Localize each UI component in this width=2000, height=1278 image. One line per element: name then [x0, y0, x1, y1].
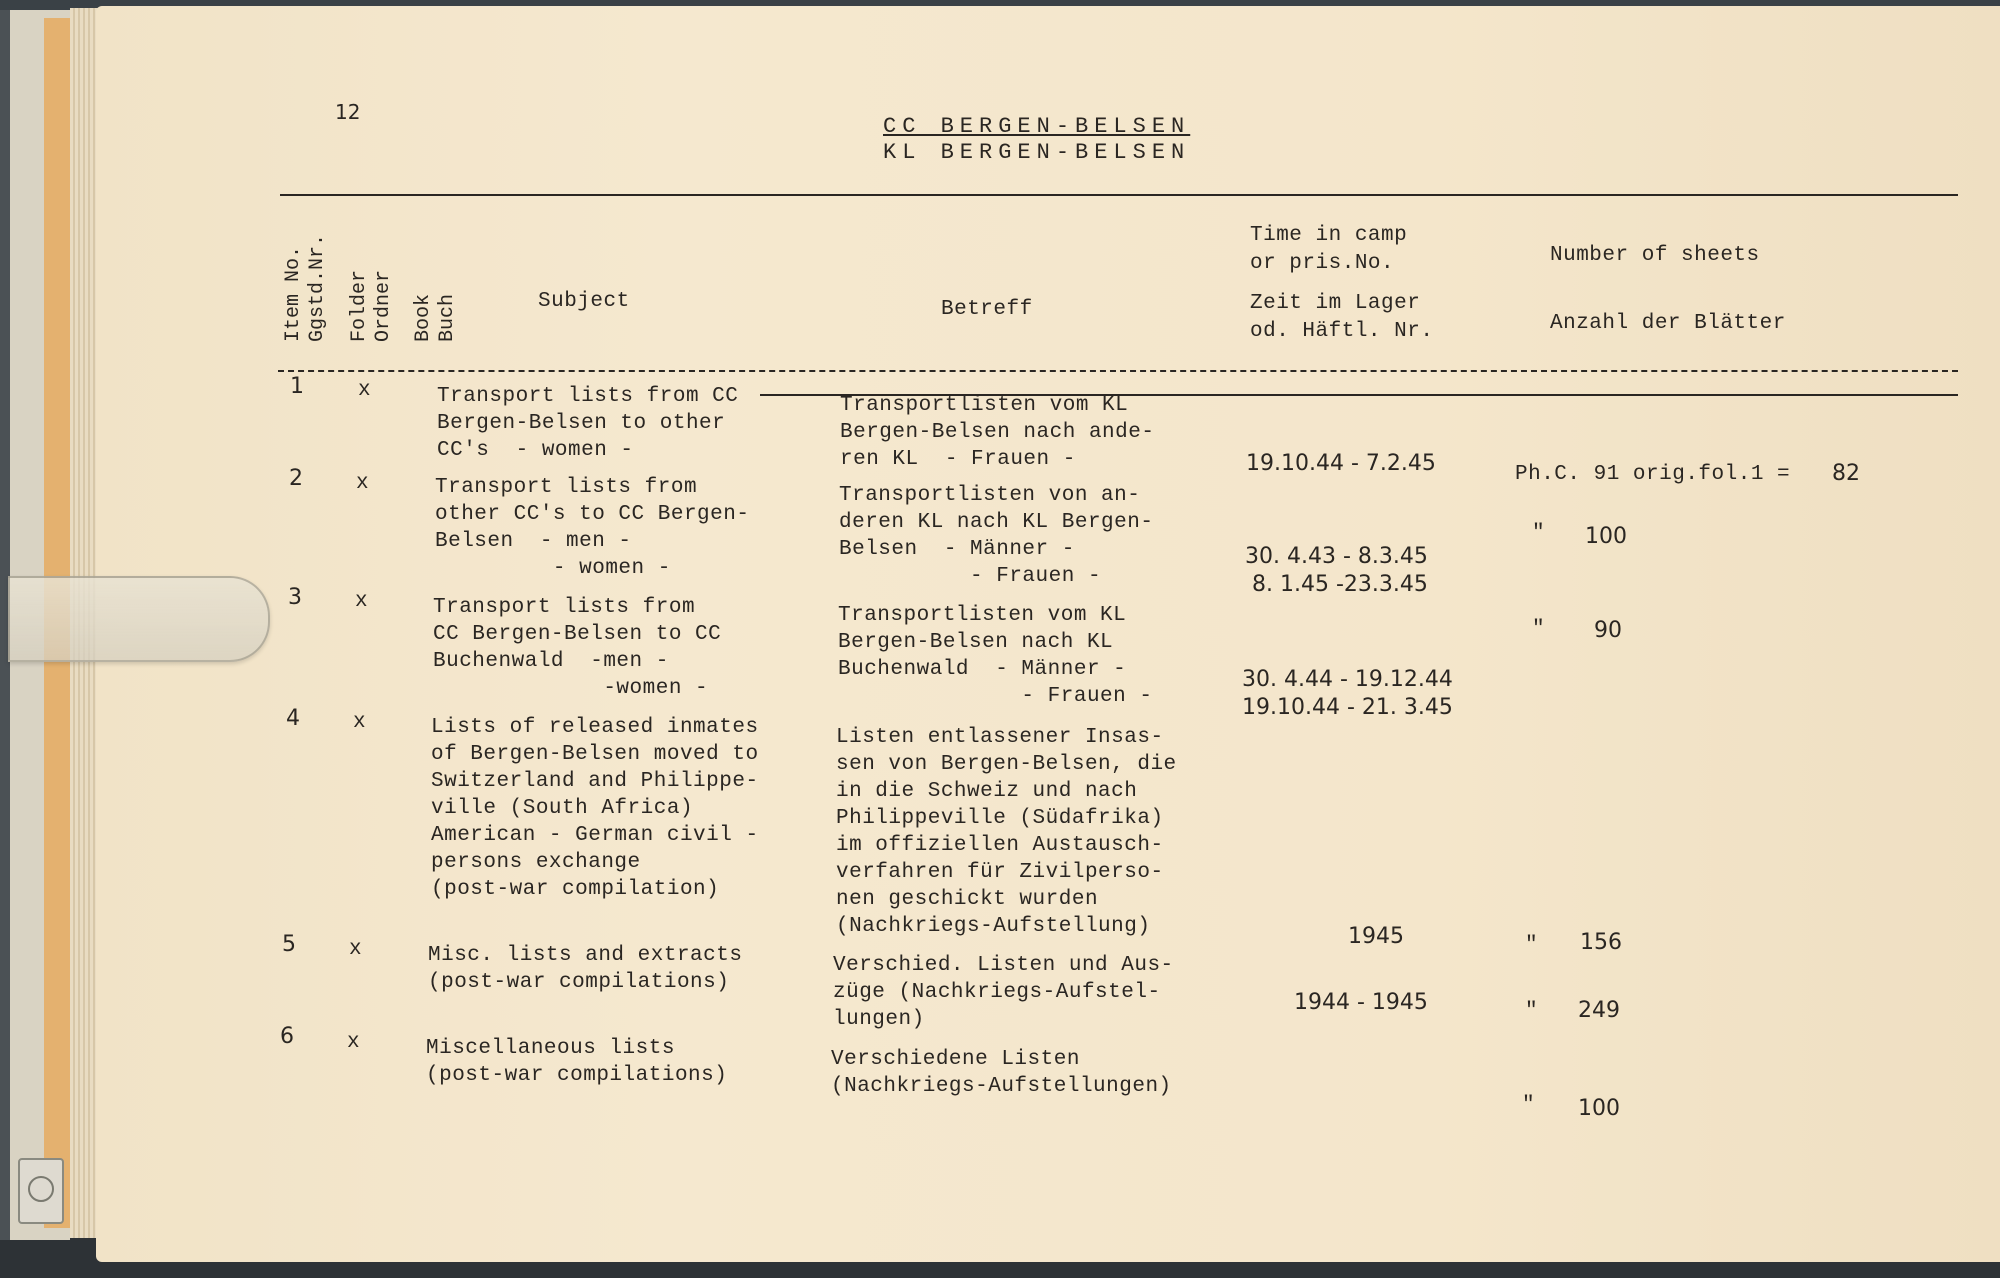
row-5-time: 1945: [1348, 924, 1404, 949]
row-1-sheets-prefix: Ph.C. 91 orig.fol.1 =: [1515, 463, 1791, 486]
row-2-ditto: ": [1532, 522, 1546, 545]
row-5-ditto: ": [1525, 934, 1539, 957]
row-6-ditto: ": [1525, 1000, 1539, 1023]
row-5-subject: Misc. lists and extracts (post-war compilations): [428, 944, 743, 994]
row-2-betreff: Transportlisten von an- deren KL nach KL Bergen- Belsen - Männer - - Frauen -: [839, 484, 1154, 588]
row-2-folder: x: [356, 472, 370, 495]
header-time-de-2: od. Häftl. Nr.: [1250, 320, 1434, 343]
row-5-folder: x: [349, 938, 363, 961]
header-buch: Buch: [436, 293, 459, 342]
header-subject: Subject: [538, 290, 630, 313]
header-time-en-2: or pris.No.: [1250, 252, 1395, 275]
row-4-subject: Lists of released inmates of Bergen-Belsen moved to Switzerland and Philippe- ville (South Africa) American - German civil - persons exchange (post-war compilation): [431, 716, 759, 901]
row-2-subject: Transport lists from other CC's to CC Bergen- Belsen - men - - women -: [435, 476, 750, 580]
row-3-subject: Transport lists from CC Bergen-Belsen to CC Buchenwald -men - -women -: [433, 596, 722, 700]
row-5-betreff: Verschied. Listen und Aus- züge (Nachkriegs-Aufstel- lungen): [833, 954, 1174, 1031]
row-3-ditto: ": [1532, 618, 1546, 641]
row-1-subject: Transport lists from CC Bergen-Belsen to other CC's - women -: [437, 385, 739, 462]
row-2-sheets: 100: [1585, 524, 1627, 549]
row-3-time: 30. 4.44 - 19.12.44 19.10.44 - 21. 3.45: [1242, 667, 1453, 720]
row-6-sheets: 249: [1578, 998, 1620, 1023]
row-5-no: 5: [282, 932, 296, 957]
row-3-sheets: 90: [1594, 618, 1622, 643]
header-ordner: Ordner: [372, 269, 395, 342]
row-6-betreff: Verschiedene Listen (Nachkriegs-Aufstellungen): [831, 1048, 1172, 1098]
row-2-time: 30. 4.43 - 8.3.45 8. 1.45 -23.3.45: [1245, 544, 1428, 597]
extra-sheets: 100: [1578, 1096, 1620, 1121]
row-6-folder: x: [347, 1031, 361, 1054]
row-4-no: 4: [286, 706, 300, 731]
title-german: KL BERGEN-BELSEN: [883, 140, 1191, 165]
plastic-page-clip: [8, 576, 270, 662]
row-1-folder: x: [358, 379, 372, 402]
row-1-no: 1: [290, 374, 304, 399]
title-english: CC BERGEN-BELSEN: [883, 114, 1191, 139]
header-time-de-1: Zeit im Lager: [1250, 292, 1421, 315]
page-number: 12: [335, 100, 361, 124]
row-6-subject: Miscellaneous lists (post-war compilations): [426, 1037, 728, 1087]
header-item-no: Item No.: [282, 245, 305, 342]
row-2-no: 2: [289, 466, 303, 491]
header-ggstd-nr: Ggstd.Nr.: [306, 233, 329, 342]
row-4-folder: x: [353, 711, 367, 734]
archive-stamp-icon: [18, 1158, 64, 1224]
row-3-betreff: Transportlisten vom KL Bergen-Belsen nach KL Buchenwald - Männer - - Frauen -: [838, 604, 1153, 708]
extra-ditto: ": [1522, 1094, 1536, 1117]
header-bottom-rule: [278, 370, 1958, 372]
row-5-sheets: 156: [1580, 930, 1622, 955]
row-6-time: 1944 - 1945: [1294, 990, 1428, 1015]
row-1-time: 19.10.44 - 7.2.45: [1246, 451, 1436, 476]
row-3-no: 3: [288, 585, 302, 610]
header-sheets-en: Number of sheets: [1550, 244, 1760, 267]
row-6-no: 6: [280, 1024, 294, 1049]
row-3-folder: x: [355, 590, 369, 613]
header-book: Book: [412, 293, 435, 342]
row-4-betreff: Listen entlassener Insas- sen von Bergen-Belsen, die in die Schweiz und nach Philippeville (Südafrika) im offiziellen Austausch- verfahren für Zivilperso- nen geschickt wurden (Nachkriegs-Aufstellung): [836, 726, 1177, 938]
header-time-en-1: Time in camp: [1250, 224, 1408, 247]
row-1-betreff: Transportlisten vom KL Bergen-Belsen nach ande- ren KL - Frauen -: [840, 394, 1155, 471]
header-betreff: Betreff: [941, 298, 1033, 321]
row-1-sheets: 82: [1832, 461, 1860, 486]
header-folder: Folder: [348, 269, 371, 342]
header-sheets-de: Anzahl der Blätter: [1550, 312, 1786, 335]
header-top-rule: [280, 194, 1958, 196]
